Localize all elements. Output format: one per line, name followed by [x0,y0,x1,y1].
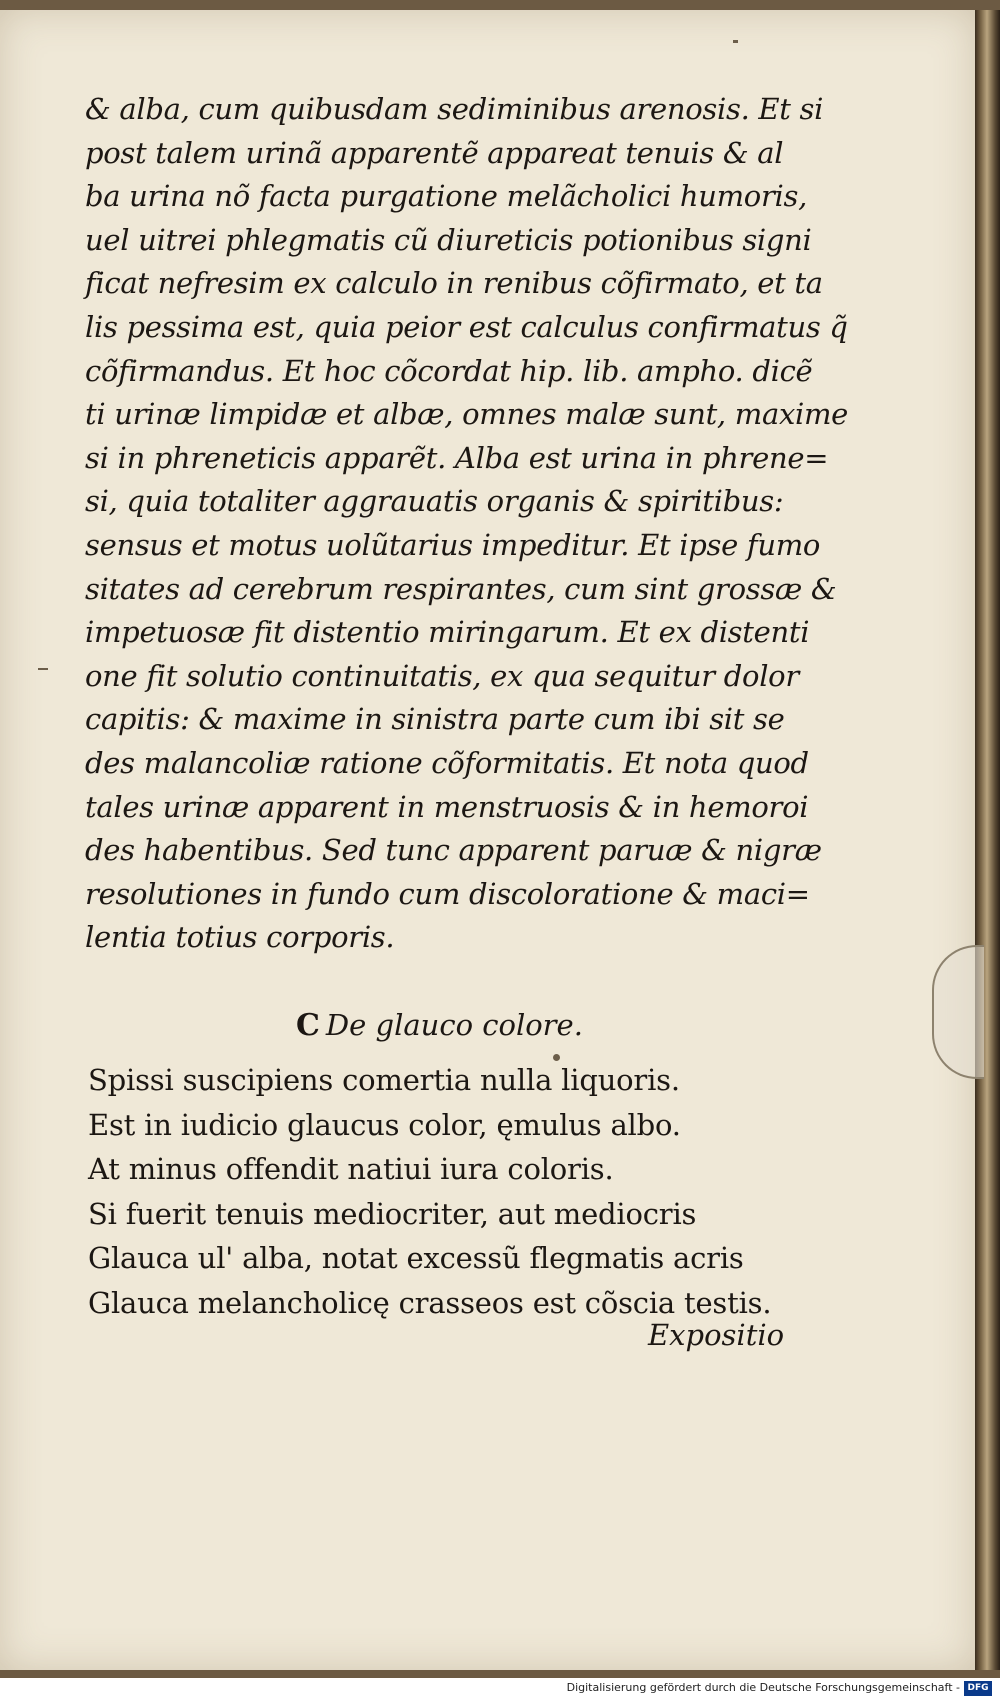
text-line: ti urinæ limpidæ et albæ, omnes malæ sunt, maxime [85,397,849,432]
footer-bar [0,1678,1000,1700]
verse-line: Spissi suscipiens comertia nulla liquoris. [88,1063,680,1097]
text-line: tales urinæ apparent in menstruosis & in hemoroi [85,789,809,824]
text-line: impetuosæ fit distentio miringarum. Et ex distenti [85,615,810,650]
text-line: uel uitrei phlegmatis cũ diureticis potionibus signi [85,222,812,257]
text-line: ba urina nõ facta purgatione melãcholici humoris, [85,179,807,214]
ink-mark [38,668,48,670]
verse-line: At minus offendit natiui iura coloris. [88,1152,614,1186]
text-line: cõfirmandus. Et hoc cõcordat hip. lib. ampho. dicẽ [85,353,813,388]
text-line: one fit solutio continuitatis, ex qua sequitur dolor [85,658,799,693]
footer-credit: Digitalisierung gefördert durch die Deutsche Forschungsgemeinschaft - [566,1681,960,1694]
text-line: si in phreneticis apparẽt. Alba est urina in phrene= [85,440,829,475]
text-line: resolutiones in fundo cum discoloratione & maci= [85,876,810,911]
paragraph-mark-icon: C [296,1008,320,1043]
text-line: lis pessima est, quia peior est calculus confirmatus q̃ [85,309,848,344]
ink-mark [733,40,738,43]
verse-text [88,1058,808,1325]
body-text [85,88,849,960]
page-tab [932,945,984,1079]
heading-text: De glauco colore. [325,1008,583,1042]
text-line: si, quia totaliter aggrauatis organis & spiritibus: [85,484,784,519]
text-line: des habentibus. Sed tunc apparent paruæ & nigræ [85,833,822,868]
dfg-logo: DFG [964,1681,992,1696]
text-line: ficat nefresim ex calculo in renibus cõfirmato, et ta [85,266,823,301]
page-edge [975,10,1000,1670]
text-line: sitates ad cerebrum respirantes, cum sint grossæ & [85,571,837,606]
text-line: sensus et motus uolũtarius impeditur. Et ipse fumo [85,527,821,562]
text-line: des malancoliæ ratione cõformitatis. Et nota quod [85,745,809,780]
section-heading [296,1008,583,1043]
text-line: & alba, cum quibusdam sediminibus arenosis. Et si [85,92,824,126]
text-line: post talem urinã apparentẽ appareat tenuis & al [85,135,784,170]
verse-line: Est in iudicio glaucus color, ęmulus albo. [88,1107,681,1142]
text-line: lentia totius corporis. [85,920,395,955]
verse-line: Glauca melancholicę crasseos est cõscia testis. [88,1285,772,1320]
verse-line: Si fuerit tenuis mediocriter, aut mediocris [88,1196,697,1231]
text-line: capitis: & maxime in sinistra parte cum ibi sit se [85,702,785,737]
verse-line: Glauca ul' alba, notat excessũ flegmatis acris [88,1241,744,1275]
catchword: Expositio [648,1318,785,1352]
